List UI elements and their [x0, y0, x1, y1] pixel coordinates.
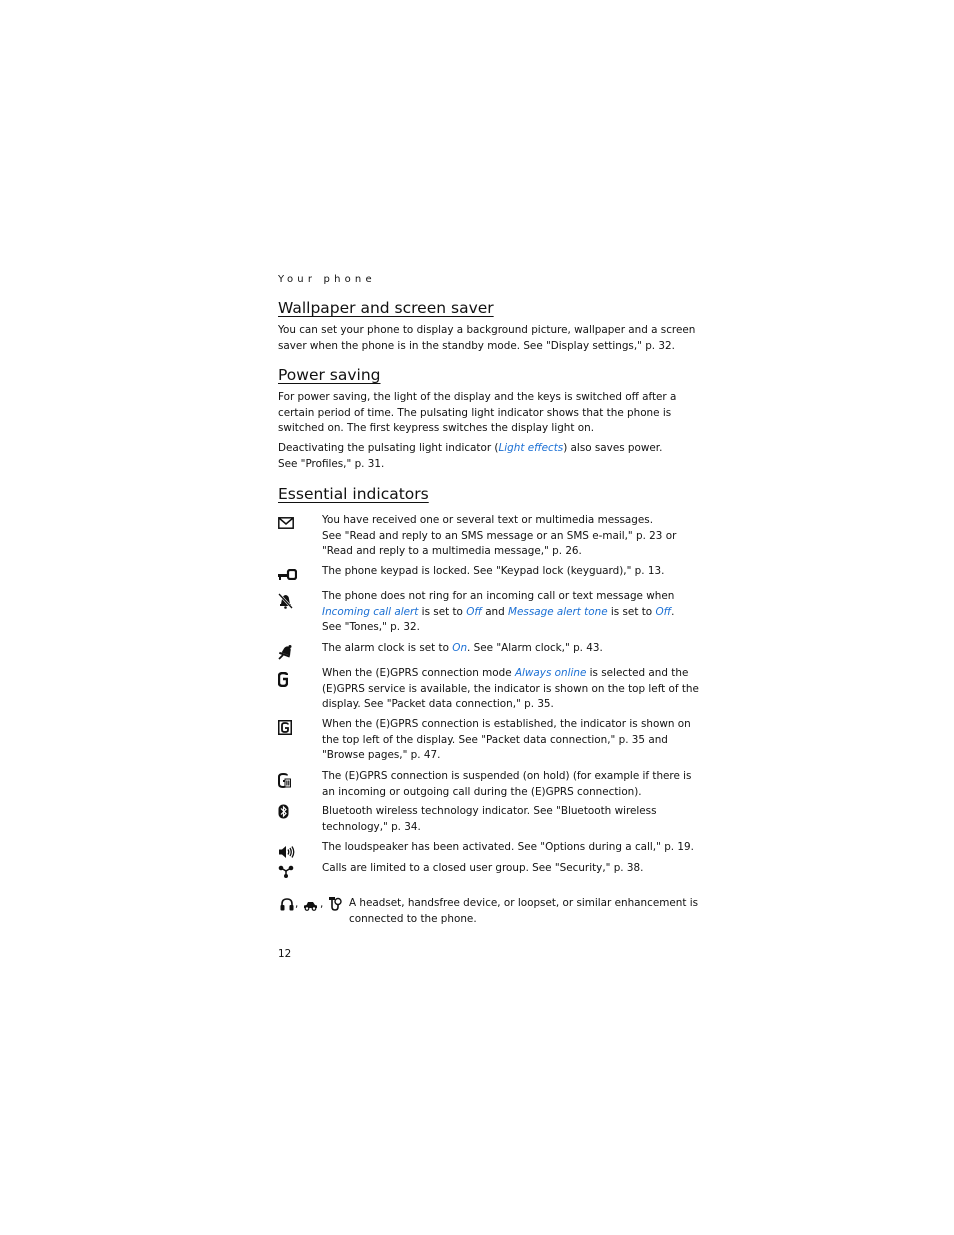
text-line: (E)GPRS service is available, the indicator is shown on the top left of the [322, 682, 699, 695]
text-line: For power saving, the light of the display and the keys is switched off after a [278, 391, 677, 403]
text-line [322, 641, 672, 657]
enhancement-icons [280, 896, 346, 914]
always-online-link[interactable]: Always online [514, 667, 587, 679]
text-run: . See "Alarm clock," p. 43. [467, 642, 603, 654]
loopset-icon [328, 896, 342, 911]
indicator-description [349, 896, 698, 927]
egprs-suspended-icon [278, 773, 298, 791]
text-line: technology," p. 34. [322, 820, 421, 833]
text-line: an incoming or outgoing call during the (E)GPRS connection). [322, 785, 642, 798]
text-line: Calls are limited to a closed user group. See "Security," p. 38. [322, 862, 644, 874]
text-line [278, 441, 673, 457]
text-run: . [671, 605, 675, 618]
text-run: is set to [607, 605, 656, 618]
alarm-clock-icon [278, 644, 298, 662]
indicator-description [322, 513, 677, 560]
off-link[interactable]: Off [655, 605, 672, 618]
incoming-call-alert-link[interactable]: Incoming call alert [322, 605, 419, 618]
text-line: certain period of time. The pulsating light indicator shows that the phone is [278, 406, 672, 419]
text-line [322, 605, 675, 621]
running-head: Your phone [278, 274, 376, 285]
text-run: Deactivating the pulsating light indicator ( [278, 442, 499, 454]
indicator-description [322, 589, 675, 636]
closed-user-group-icon [278, 865, 298, 883]
power-saving-paragraph-1 [278, 390, 677, 437]
text-run: The alarm clock is set to [322, 642, 453, 654]
text-line: See "Read and reply to an SMS message or an SMS e-mail," p. 23 or [322, 529, 677, 542]
indicator-description [322, 666, 699, 713]
wallpaper-paragraph [278, 323, 696, 354]
headset-icon [280, 898, 294, 911]
section-title-wallpaper: Wallpaper and screen saver [278, 299, 494, 317]
text-run: is set to [418, 605, 467, 618]
text-line: "Browse pages," p. 47. [322, 749, 441, 762]
message-envelope-icon [278, 517, 298, 535]
separator: , [320, 898, 324, 910]
indicator-description [322, 840, 694, 856]
text-line: The phone does not ring for an incoming call or text message when [322, 590, 675, 602]
indicator-description [322, 769, 692, 800]
power-saving-paragraph-2 [278, 441, 673, 472]
text-line: "Read and reply to a multimedia message," p. 26. [322, 545, 582, 558]
text-run: and [481, 605, 509, 618]
section-title-power-saving: Power saving [278, 366, 381, 384]
text-line: The loudspeaker has been activated. See "Options during a call," p. 19. [322, 841, 694, 853]
text-line: You can set your phone to display a background picture, wallpaper and a screen [278, 324, 696, 336]
text-line: When the (E)GPRS connection is established, the indicator is shown on [322, 718, 691, 730]
text-line: Bluetooth wireless technology indicator. See "Bluetooth wireless [322, 805, 657, 817]
text-line: See "Profiles," p. 31. [278, 457, 385, 470]
text-line: the top left of the display. See "Packet data connection," p. 35 and [322, 733, 668, 746]
text-run: ) also saves power. [563, 442, 663, 454]
egprs-connected-icon [278, 720, 298, 738]
text-line: saver when the phone is in the standby mode. See "Display settings," p. 32. [278, 339, 675, 352]
indicator-description [322, 564, 672, 580]
handsfree-car-icon [303, 900, 318, 911]
indicator-description [322, 804, 672, 835]
text-line: switched on. The first keypress switches the display light on. [278, 422, 595, 435]
text-line: The phone keypad is locked. See "Keypad lock (keyguard)," p. 13. [322, 565, 665, 577]
silent-bell-icon [278, 593, 298, 611]
indicator-description [322, 717, 691, 764]
message-alert-tone-link[interactable]: Message alert tone [508, 605, 608, 618]
text-line: The (E)GPRS connection is suspended (on hold) (for example if there is [322, 770, 692, 782]
text-line: You have received one or several text or multimedia messages. [322, 514, 654, 526]
section-title-essential-indicators: Essential indicators [278, 485, 429, 503]
off-link[interactable]: Off [466, 605, 482, 618]
keypad-lock-icon [278, 569, 298, 587]
text-run: When the (E)GPRS connection mode [322, 667, 515, 679]
bluetooth-icon [278, 804, 298, 822]
light-effects-link[interactable]: Light effects [498, 442, 564, 454]
egprs-always-online-icon [278, 672, 298, 690]
text-line: See "Tones," p. 32. [322, 621, 420, 634]
indicator-description [322, 641, 672, 657]
page-number: 12 [278, 948, 292, 960]
loudspeaker-icon [278, 845, 298, 863]
text-line: connected to the phone. [349, 912, 477, 925]
text-line [322, 666, 689, 682]
on-link[interactable]: On [452, 642, 468, 654]
indicator-description [322, 861, 672, 877]
text-line: A headset, handsfree device, or loopset, or similar enhancement is [349, 897, 698, 909]
text-line: display. See "Packet data connection," p. 35. [322, 698, 554, 711]
text-run: is selected and the [586, 667, 689, 679]
separator: , [295, 898, 299, 910]
